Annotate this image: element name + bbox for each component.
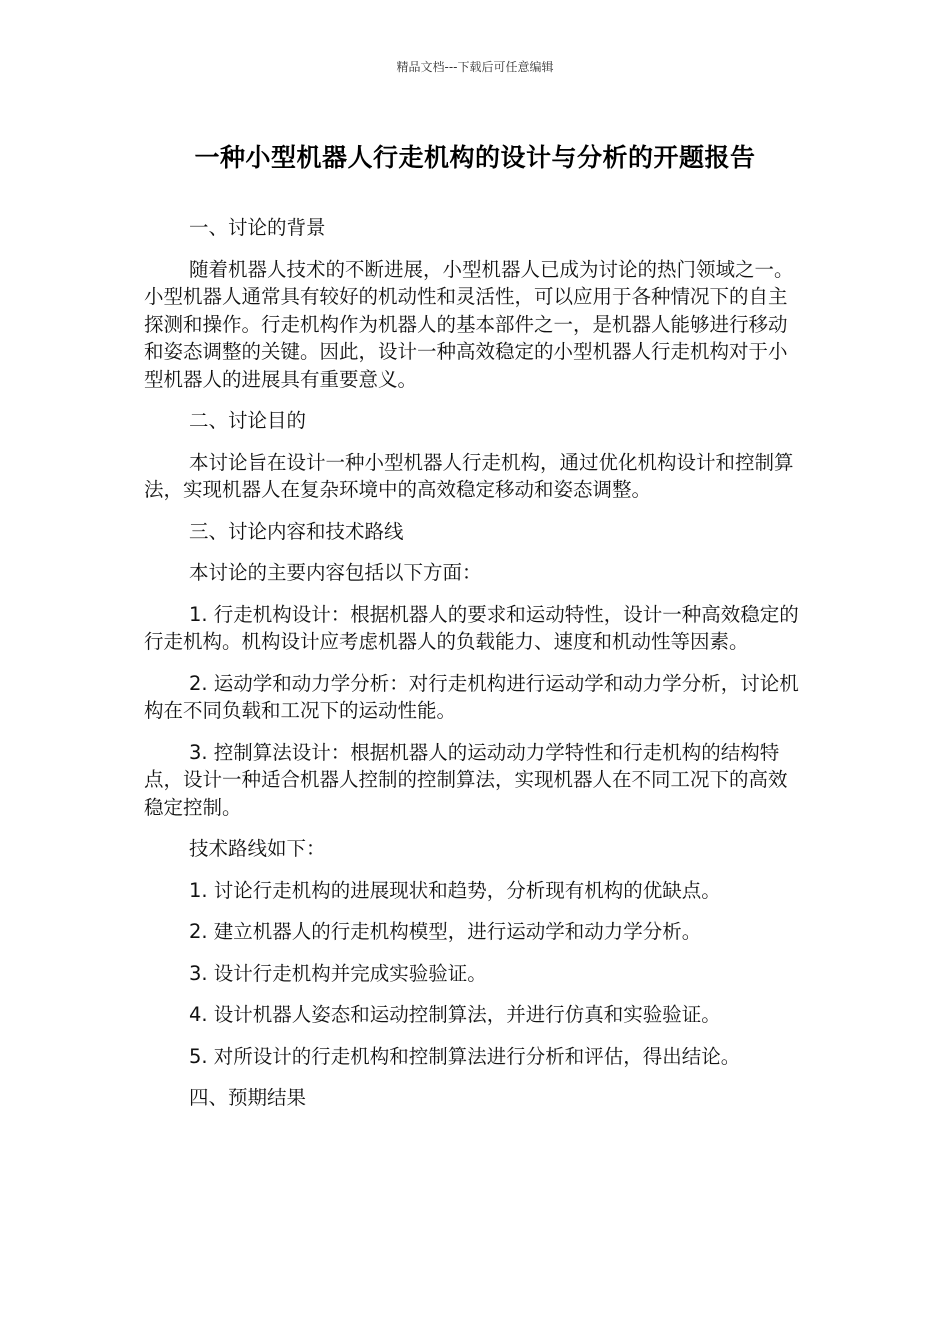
section-heading-purpose: 二、讨论目的 <box>189 409 307 432</box>
paragraph-background: 随着机器人技术的不断进展，小型机器人已成为讨论的热门领域之一。小型机器人通常具有较好的机动性和灵活性，可以应用于各种情况下的自主探测和操作。行走机构作为机器人的基本部件之一，是机器人能够进行移动和姿态调整的关键。因此，设计一种高效稳定的小型机器人行走机构对于小型机器人的进展具有重要意义。 <box>144 257 794 391</box>
content-item-3: 3. 控制算法设计：根据机器人的运动动力学特性和行走机构的结构特点，设计一种适合机器人控制的控制算法，实现机器人在不同工况下的高效稳定控制。 <box>144 740 788 819</box>
route-item-5: 5. 对所设计的行走机构和控制算法进行分析和评估，得出结论。 <box>189 1044 741 1068</box>
section-heading-expected-results: 四、预期结果 <box>189 1086 307 1109</box>
paragraph-route-intro: 技术路线如下： <box>189 837 326 860</box>
route-item-1: 1. 讨论行走机构的进展现状和趋势，分析现有机构的优缺点。 <box>189 878 721 902</box>
route-item-3: 3. 设计行走机构并完成实验验证。 <box>189 961 487 985</box>
content-item-1: 1. 行走机构设计：根据机器人的要求和运动特性，设计一种高效稳定的行走机构。机构设计应考虑机器人的负载能力、速度和机动性等因素。 <box>144 602 799 653</box>
document-body <box>144 214 804 1126</box>
section-heading-background: 一、讨论的背景 <box>189 216 326 239</box>
content-item-2: 2. 运动学和动力学分析：对行走机构进行运动学和动力学分析，讨论机构在不同负载和工况下的运动性能。 <box>144 671 799 722</box>
paragraph-content-intro: 本讨论的主要内容包括以下方面： <box>189 561 482 584</box>
route-item-4: 4. 设计机器人姿态和运动控制算法，并进行仿真和实验验证。 <box>189 1003 721 1026</box>
page-header: 精品文档---下载后可任意编辑 <box>396 60 554 74</box>
route-item-2: 2. 建立机器人的行走机构模型，进行运动学和动力学分析。 <box>189 920 702 943</box>
paragraph-purpose: 本讨论旨在设计一种小型机器人行走机构，通过优化机构设计和控制算法，实现机器人在复杂环境中的高效稳定移动和姿态调整。 <box>144 450 794 501</box>
section-heading-content: 三、讨论内容和技术路线 <box>189 519 404 543</box>
document-title: 一种小型机器人行走机构的设计与分析的开题报告 <box>194 143 756 172</box>
